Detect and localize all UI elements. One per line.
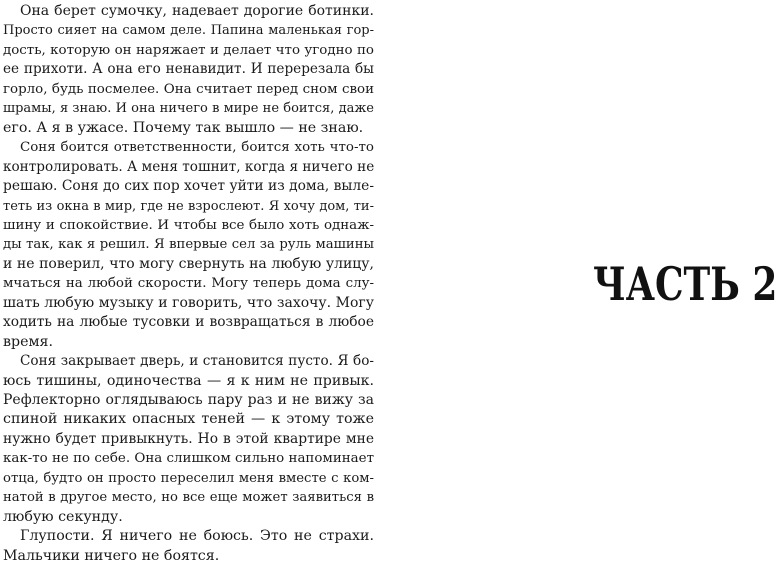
text-line: мчаться на любой скорости. Могу теперь дома слу-	[3, 276, 374, 292]
text-line: время.	[3, 333, 53, 350]
text-line: натой в другое место, но все еще может заявиться в	[3, 490, 374, 506]
text-line: ды так, как я решил. Я впервые сел за руль машины	[3, 237, 374, 253]
text-line: и не поверил, что могу свернуть на любую улицу,	[3, 255, 374, 272]
left-page-text	[3, 0, 374, 568]
text-line: Соня боится ответственности, боится хоть что-то	[20, 140, 374, 156]
text-line: решаю. Соня до сих пор хочет уйти из дома, выле-	[3, 178, 374, 194]
text-line: Мальчики ничего не боятся.	[3, 547, 220, 564]
part-heading: ЧАСТЬ 2	[592, 257, 777, 311]
text-line: как-то не по себе. Она слишком сильно напоминает	[3, 451, 374, 467]
text-line: горло, будь посмелее. Она считает перед сном свои	[3, 81, 374, 97]
text-line: его. А я в ужасе. Почему так вышло — не знаю.	[3, 119, 364, 136]
text-line: Просто сияет на самом деле. Папина маленькая гор-	[3, 23, 374, 39]
text-line: спиной никаких опасных теней — к этому тоже	[3, 411, 374, 428]
text-line: контролировать. А меня тошнит, когда я ничего не	[3, 158, 374, 175]
text-line: Соня закрывает дверь, и становится пусто. Я бо-	[20, 353, 374, 370]
text-line: дость, которую он наряжает и делает что угодно по	[3, 42, 374, 58]
text-line: отца, будто он просто переселил меня вместе с ком-	[3, 470, 374, 486]
text-line: шрамы, я знаю. И она ничего в мире не боится, даже	[3, 101, 374, 117]
text-line: нужно будет привыкнуть. Но в этой квартире мне	[3, 430, 374, 447]
text-line: Глупости. Я ничего не боюсь. Это не страхи.	[20, 528, 374, 545]
text-line: ее прихоти. А она его ненавидит. И перерезала бы	[3, 61, 374, 78]
text-line: шину и спокойствие. И чтобы все было хоть однаж-	[3, 217, 374, 233]
text-line: юсь тишины, одиночества — я к ним не привык.	[3, 372, 374, 389]
text-line: ходить на любые тусовки и возвращаться в любое	[3, 314, 374, 331]
text-line: Она берет сумочку, надевает дорогие ботинки.	[20, 3, 374, 19]
text-line: шать любую музыку и говорить, что захочу. Могу	[3, 294, 374, 311]
text-line: любую секунду.	[3, 508, 123, 525]
text-line: теть из окна в мир, где не взрослеют. Я хочу дом, ти-	[3, 198, 374, 214]
text-line: Рефлекторно оглядываюсь пару раз и не вижу за	[3, 392, 374, 408]
